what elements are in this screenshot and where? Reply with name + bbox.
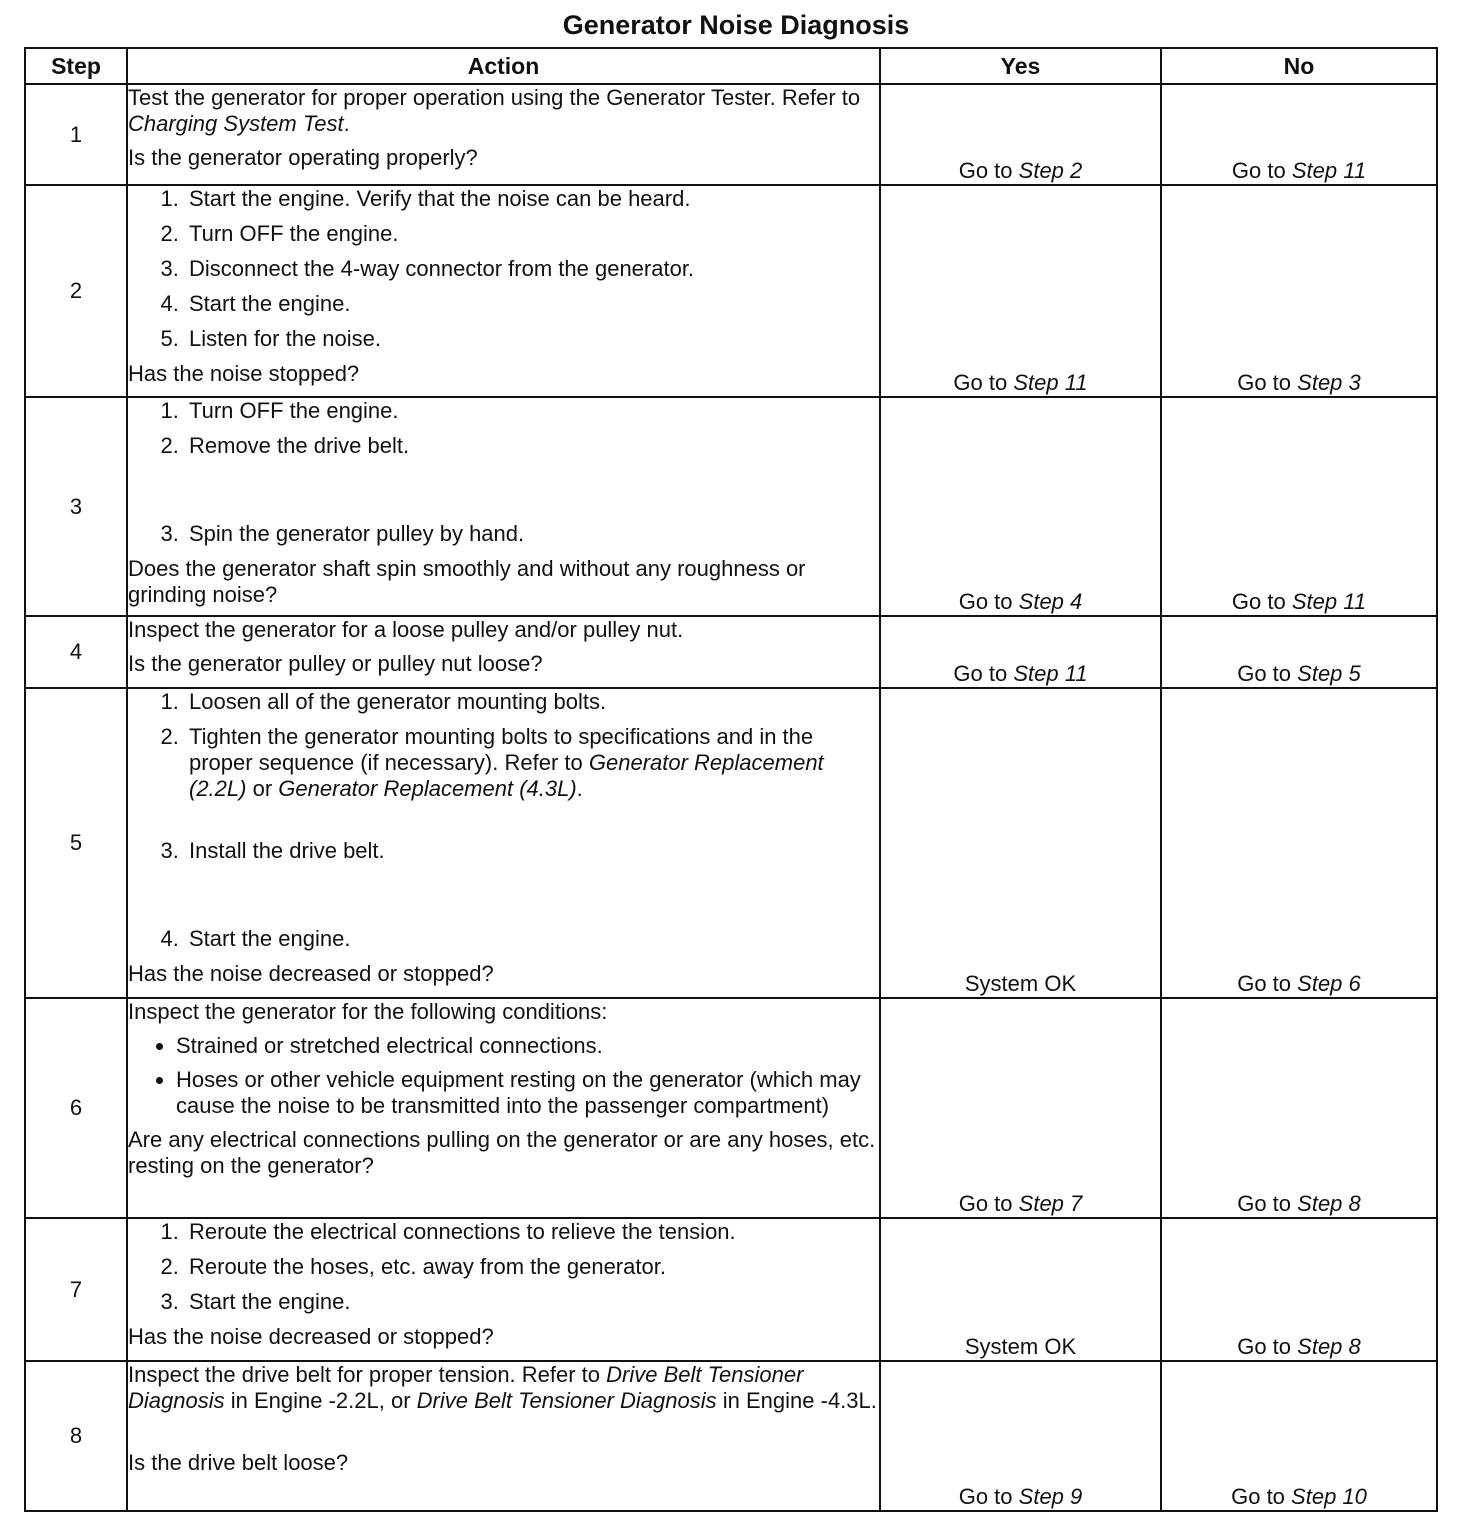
no-step-ref: Step 6 <box>1297 971 1361 996</box>
table-row <box>25 397 1437 616</box>
list-item: 1. Reroute the electrical connections to relieve the tension. <box>185 1219 879 1245</box>
yes-cell: Go to Step 11 <box>880 185 1161 397</box>
list-item: 5. Listen for the noise. <box>185 326 879 352</box>
action-cell <box>127 616 880 688</box>
list-item: • Strained or stretched electrical connections. <box>176 1033 879 1059</box>
list-item: 3. Spin the generator pulley by hand. <box>185 521 879 547</box>
no-cell: Go to Step 6 <box>1161 688 1437 998</box>
reference-link: Charging System Test <box>128 111 344 136</box>
list-item: 3. Disconnect the 4-way connector from the generator. <box>185 256 879 282</box>
table-row <box>25 998 1437 1218</box>
list-item: 4. Start the engine. <box>185 926 879 952</box>
action-question: Has the noise decreased or stopped? <box>128 961 494 986</box>
action-cell <box>127 1361 880 1511</box>
list-item: 1. Turn OFF the engine. <box>185 398 879 424</box>
yes-cell: Go to Step 9 <box>880 1361 1161 1511</box>
step-number: 3 <box>25 397 127 616</box>
no-cell: Go to Step 3 <box>1161 185 1437 397</box>
yes-step-ref: Step 4 <box>1018 589 1083 614</box>
yes-cell: System OK <box>880 688 1161 998</box>
table-row <box>25 84 1437 185</box>
header-row <box>25 48 1437 84</box>
header-action: Action <box>127 48 880 84</box>
action-cell <box>127 688 880 998</box>
action-question: Is the drive belt loose? <box>128 1450 349 1475</box>
step-number: 7 <box>25 1218 127 1361</box>
list-item: 4. Start the engine. <box>185 291 879 317</box>
step-number: 8 <box>25 1361 127 1511</box>
action-question: Is the generator pulley or pulley nut loose? <box>128 651 543 676</box>
no-step-ref: Step 3 <box>1297 370 1361 395</box>
list-item: 3. Install the drive belt. <box>185 838 879 864</box>
yes-cell: Go to Step 11 <box>880 616 1161 688</box>
reference-link: Drive Belt Tensioner Diagnosis <box>128 1362 804 1413</box>
yes-cell: Go to Step 7 <box>880 998 1161 1218</box>
step-number: 6 <box>25 998 127 1218</box>
no-cell: Go to Step 8 <box>1161 998 1437 1218</box>
list-item: 2. Tighten the generator mounting bolts to specifications and in the proper sequence (if necessary). Refer to Generator Replacement (2.2L) or Generator Replacement (4.3L). <box>185 724 879 802</box>
list-item: • Hoses or other vehicle equipment resting on the generator (which may cause the noise to be transmitted into the passenger compartment) <box>176 1067 879 1119</box>
action-text: Inspect the generator for the following conditions: <box>128 999 608 1024</box>
no-cell: Go to Step 8 <box>1161 1218 1437 1361</box>
table-row <box>25 688 1437 998</box>
action-question: Does the generator shaft spin smoothly and without any roughness or grinding noise? <box>128 556 806 607</box>
yes-step-ref: Step 11 <box>1013 661 1088 686</box>
no-step-ref: Step 11 <box>1291 589 1367 614</box>
action-question: Has the noise decreased or stopped? <box>128 1324 494 1349</box>
numbered-list <box>128 398 879 547</box>
action-cell <box>127 1218 880 1361</box>
action-text: Test the generator for proper operation using the Generator Tester. Refer to Charging System Test. <box>128 85 861 136</box>
reference-link: Drive Belt Tensioner Diagnosis <box>416 1388 717 1413</box>
no-cell: Go to Step 5 <box>1161 616 1437 688</box>
step-number: 5 <box>25 688 127 998</box>
list-item: 2. Reroute the hoses, etc. away from the generator. <box>185 1254 879 1280</box>
step-number: 2 <box>25 185 127 397</box>
no-cell: Go to Step 10 <box>1161 1361 1437 1511</box>
yes-step-ref: Step 11 <box>1013 370 1088 395</box>
diagnosis-table <box>24 47 1438 1512</box>
yes-step-ref: Step 9 <box>1018 1484 1083 1509</box>
action-question: Is the generator operating properly? <box>128 145 478 170</box>
page-title: Generator Noise Diagnosis <box>562 10 910 40</box>
list-item: 3. Start the engine. <box>185 1289 879 1315</box>
list-item: 1. Loosen all of the generator mounting bolts. <box>185 689 879 715</box>
yes-cell: Go to Step 2 <box>880 84 1161 185</box>
table-row <box>25 1218 1437 1361</box>
action-cell <box>127 397 880 616</box>
numbered-list <box>128 689 879 952</box>
header-step: Step <box>25 48 127 84</box>
no-step-ref: Step 10 <box>1291 1484 1367 1509</box>
yes-step-ref: Step 2 <box>1018 158 1083 183</box>
no-step-ref: Step 5 <box>1297 661 1361 686</box>
reference-link: Generator Replacement (2.2L) <box>189 750 824 801</box>
header-yes: Yes <box>880 48 1161 84</box>
reference-link: Generator Replacement (4.3L) <box>278 776 577 801</box>
numbered-list <box>128 186 879 352</box>
step-number: 1 <box>25 84 127 185</box>
no-step-ref: Step 8 <box>1297 1191 1361 1216</box>
no-step-ref: Step 8 <box>1297 1334 1361 1359</box>
header-no: No <box>1161 48 1437 84</box>
table-row <box>25 616 1437 688</box>
yes-cell: Go to Step 4 <box>880 397 1161 616</box>
yes-cell: System OK <box>880 1218 1161 1361</box>
action-text: Inspect the drive belt for proper tension. Refer to Drive Belt Tensioner Diagnosis in Engine -2.2L, or Drive Belt Tensioner Diagnosis in Engine -4.3L. <box>128 1362 877 1413</box>
action-cell <box>127 998 880 1218</box>
no-cell: Go to Step 11 <box>1161 397 1437 616</box>
yes-step-ref: Step 7 <box>1018 1191 1083 1216</box>
no-step-ref: Step 11 <box>1291 158 1367 183</box>
numbered-list <box>128 1219 879 1315</box>
action-question: Are any electrical connections pulling on the generator or are any hoses, etc. resting on the generator? <box>128 1127 876 1178</box>
action-cell <box>127 185 880 397</box>
list-item: 2. Remove the drive belt. <box>185 433 879 459</box>
table-row <box>25 1361 1437 1511</box>
list-item: 2. Turn OFF the engine. <box>185 221 879 247</box>
action-text: Inspect the generator for a loose pulley and/or pulley nut. <box>128 617 684 642</box>
table-row <box>25 185 1437 397</box>
no-cell: Go to Step 11 <box>1161 84 1437 185</box>
step-number: 4 <box>25 616 127 688</box>
action-cell <box>127 84 880 185</box>
action-question: Has the noise stopped? <box>128 361 360 386</box>
bullet-list <box>128 1033 879 1119</box>
list-item: 1. Start the engine. Verify that the noise can be heard. <box>185 186 879 212</box>
